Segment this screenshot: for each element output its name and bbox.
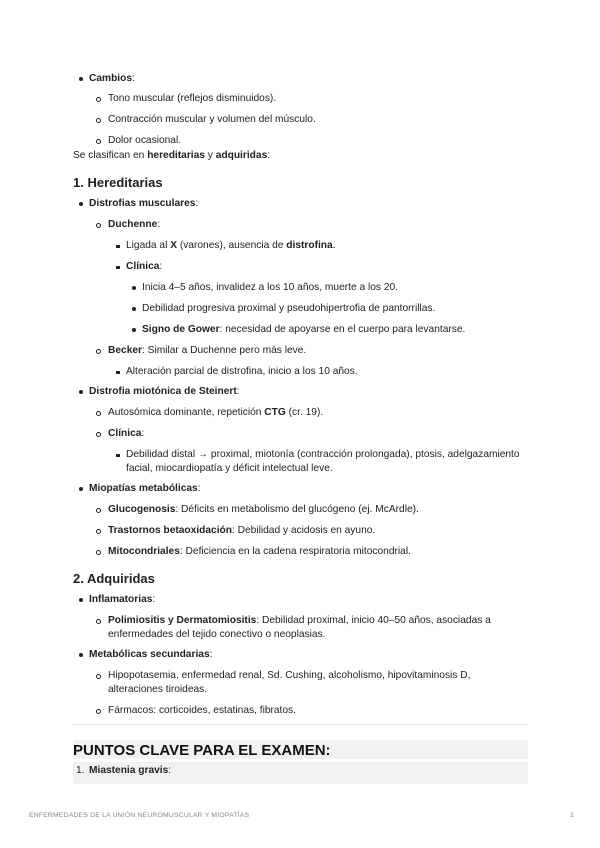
cambios-title: Cambios: [89, 73, 133, 84]
bullet-disc-icon: [132, 286, 136, 290]
exam-key-points-box: [73, 740, 528, 784]
footer-title: ENFERMEDADES DE LA UNIÓN NEUROMUSCULAR Y MIOPATÍAS: [29, 812, 250, 819]
bullet-circle-icon: [96, 432, 101, 437]
list-item: Inicia 4–5 años, invalidez a los 10 años, muerte a los 20.: [73, 281, 528, 295]
bullet-circle-icon: [96, 709, 101, 714]
bullet-disc-icon: [79, 390, 83, 394]
bullet-circle-icon: [96, 550, 101, 555]
bullet-square-icon: [116, 266, 120, 270]
bullet-square-icon: [116, 245, 120, 249]
list-item: Alteración parcial de distrofina, inicio a los 10 años.: [73, 365, 528, 379]
bullet-disc-icon: [79, 77, 83, 81]
list-number: 1.: [76, 765, 85, 776]
list-item-metabolicas: Miopatías metabólicas:: [73, 482, 528, 496]
list-item-distrofias: Distrofias musculares:: [73, 197, 528, 211]
page-number: 2: [570, 812, 574, 819]
bullet-circle-icon: [96, 97, 101, 102]
callout-list-item: 1. Miastenia gravis:: [73, 762, 528, 784]
list-item: Mitocondriales: Deficiencia en la cadena respiratoria mitocondrial.: [73, 545, 528, 559]
list-item-clinica: Clínica:: [73, 427, 528, 441]
bullet-circle-icon: [96, 223, 101, 228]
document-body: [73, 70, 528, 784]
bullet-disc-icon: [79, 653, 83, 657]
list-item: Autosómica dominante, repetición CTG (cr. 19).: [73, 406, 528, 420]
list-item: Trastornos betaoxidación: Debilidad y acidosis en ayuno.: [73, 524, 528, 538]
bullet-disc-icon: [79, 598, 83, 602]
bullet-circle-icon: [96, 529, 101, 534]
list-item: Hipopotasemia, enfermedad renal, Sd. Cushing, alcoholismo, hipovitaminosis D, alteraciones tiroideas.: [73, 669, 528, 697]
list-item-steinert: Distrofia miotónica de Steinert:: [73, 385, 528, 399]
list-item-clinica: Clínica:: [73, 260, 528, 274]
list-item: Glucogenosis: Déficits en metabolismo del glucógeno (ej. McArdle).: [73, 503, 528, 517]
section-heading-adquiridas: 2. Adquiridas: [73, 571, 155, 586]
intro-paragraph: Se clasifican en hereditarias y adquiridas:: [73, 150, 271, 161]
list-item: Tono muscular (reflejos disminuidos).: [73, 92, 528, 106]
bullet-disc-icon: [132, 328, 136, 332]
list-item: Debilidad distal → proximal, miotonía (contracción prolongada), ptosis, adelgazamiento facial, miocardiopatía y déficit intelectual leve.: [73, 448, 528, 476]
list-item: Signo de Gower: necesidad de apoyarse en el cuerpo para levantarse.: [73, 323, 528, 337]
bullet-circle-icon: [96, 349, 101, 354]
bullet-square-icon: [116, 454, 120, 458]
bullet-circle-icon: [96, 508, 101, 513]
list-item-becker: Becker: Similar a Duchenne pero más leve.: [73, 344, 528, 358]
page-footer: [29, 812, 574, 819]
list-item: Fármacos: corticoides, estatinas, fibratos.: [73, 704, 528, 718]
bullet-circle-icon: [96, 619, 101, 624]
section-heading-hereditarias: 1. Hereditarias: [73, 175, 163, 190]
list-item: Debilidad progresiva proximal y pseudohipertrofia de pantorrillas.: [73, 302, 528, 316]
bullet-circle-icon: [96, 118, 101, 123]
bullet-square-icon: [116, 371, 120, 375]
bullet-circle-icon: [96, 411, 101, 416]
list-item-duchenne: Duchenne:: [73, 218, 528, 232]
bullet-disc-icon: [79, 202, 83, 206]
bullet-disc-icon: [132, 307, 136, 311]
bullet-circle-icon: [96, 139, 101, 144]
list-item: Contracción muscular y volumen del músculo.: [73, 113, 528, 127]
list-item-cambios: Cambios:: [73, 72, 528, 86]
bullet-disc-icon: [79, 487, 83, 491]
bullet-circle-icon: [96, 674, 101, 679]
list-item-secundarias: Metabólicas secundarias:: [73, 648, 528, 662]
list-item: Ligada al X (varones), ausencia de distrofina.: [73, 239, 528, 253]
divider: [73, 724, 528, 725]
list-item: Dolor ocasional.: [73, 134, 528, 148]
list-item-inflamatorias: Inflamatorias:: [73, 593, 528, 607]
callout-title: PUNTOS CLAVE PARA EL EXAMEN:: [73, 742, 331, 759]
list-item: Polimiositis y Dermatomiositis: Debilidad proximal, inicio 40–50 años, asociadas a enfermedades del tejido conectivo o neoplasias.: [73, 614, 528, 642]
